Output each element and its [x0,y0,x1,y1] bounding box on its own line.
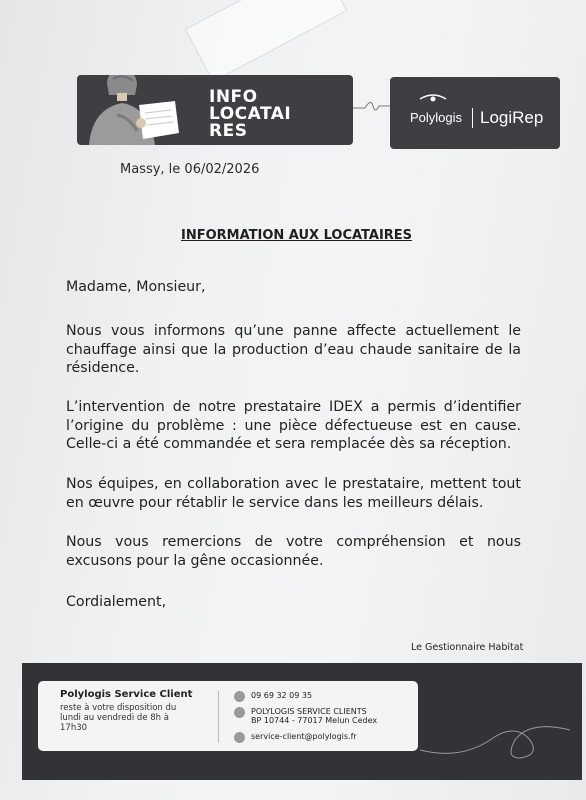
paragraph: L’intervention de notre prestataire IDEX a permis d’identifier l’origine du problème : une pièce défectueuse est en cause. Celle-ci a été commandée et sera remplacée dès sa réception. [66,399,521,452]
availability-text: reste à votre disposition du lundi au vendredi de 8h à 17h30 [60,703,177,733]
banner-title-line: RES [209,121,248,141]
letter-heading: INFORMATION AUX LOCATAIRES [181,228,413,243]
service-client-card [38,681,418,751]
address-block [251,707,377,725]
phone-icon [234,691,245,702]
eye-logo-icon [418,93,448,103]
banner-title-line: INFO [209,87,258,107]
info-banner [77,75,353,145]
phone-number[interactable]: 09 69 32 09 35 [251,691,313,700]
signature: Le Gestionnaire Habitat [411,642,524,653]
reading-woman-illustration [77,75,207,145]
address-row [234,707,377,725]
brand-logirep: LogiRep [480,108,544,127]
address-line: BP 10744 - 77017 Melun Cedex [251,716,378,725]
paragraph: Nos équipes, en collaboration avec le prestataire, mettent tout en œuvre pour rétablir le service dans les meilleurs délais. [66,476,521,511]
paragraph: Nous vous remercions de votre compréhension et nous excusons pour la gêne occasionnée. [66,534,521,569]
closing: Cordialement, [66,594,167,610]
logo-separator [472,108,473,128]
greeting: Madame, Monsieur, [66,279,206,295]
email-address[interactable]: service-client@polylogis.fr [251,732,357,741]
email-row [234,732,357,743]
mail-icon [234,707,245,718]
phone-row [234,691,312,702]
connector-line [353,96,393,116]
brand-polylogis: Polylogis [410,110,463,125]
at-icon [234,732,245,743]
tape-strip [185,0,347,82]
card-divider [218,691,219,743]
date-line: Massy, le 06/02/2026 [120,162,260,177]
banner-title [209,87,292,141]
address-line: POLYLOGIS SERVICE CLIENTS [251,707,367,716]
decorative-swirl [420,700,570,770]
service-client-title: Polylogis Service Client [60,689,193,700]
paragraph: Nous vous informons qu’une panne affecte actuellement le chauffage ainsi que la production d’eau chaude sanitaire de la résidence. [66,323,521,376]
logo-banner [390,77,560,149]
banner-title-line: LOCATAI [209,104,292,124]
